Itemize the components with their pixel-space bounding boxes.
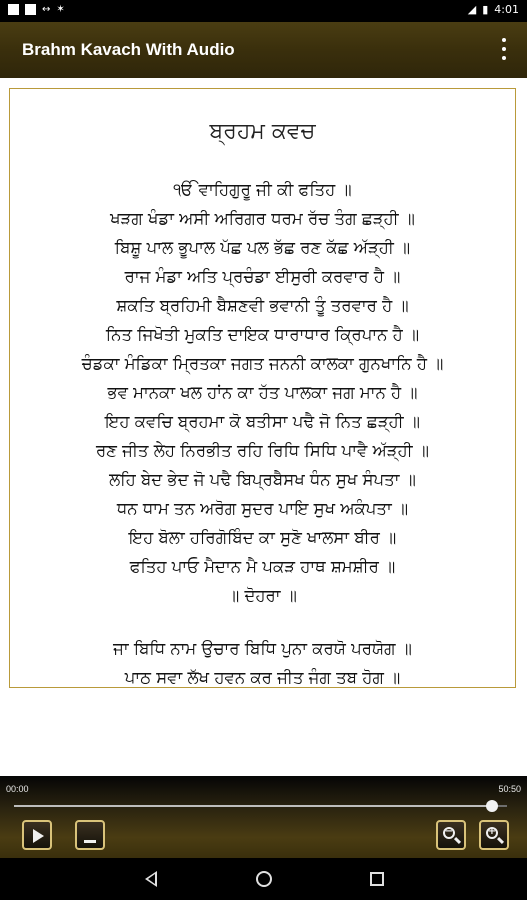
verse-line: ਧਨ ਧਾਮ ਤਨ ਅਰੋਗ ਸੁਦਰ ਪਾਇ ਸੁਖ ਅਕੰਪਤਾ ॥ [116,499,409,518]
stop-button[interactable] [75,820,105,850]
status-bar [0,0,527,22]
navigation-bar [0,858,527,900]
notification-icon [8,4,19,15]
verse-line: ਲਹਿ ਬੇਦ ਭੇਦ ਜੋ ਪਢੈ ਬਿਪ੍ਰਬੈਸਖ ਧੰਨ ਸੁਖ ਸੰਪਤਾ ॥ [109,470,416,489]
stop-icon [84,840,96,843]
zoom-out-button[interactable]: − [436,820,466,850]
home-icon[interactable] [256,871,272,887]
system-icons [468,3,519,16]
verse-line: ੴ ਵਾਹਿਗੁਰੂ ਜੀ ਕੀ ਫਤਿਹ ॥ [173,180,352,199]
zoom-in-button[interactable]: + [479,820,509,850]
signal-icon: ◢ [467,3,477,16]
usb-icon: ↔ [42,4,51,15]
seek-bar-fill [14,805,492,807]
current-time: 00:00 [6,784,29,794]
app-bar [0,22,527,78]
seek-thumb[interactable] [486,800,498,812]
battery-icon: ▮ [482,3,489,16]
verse-line: ਪਾਠ ਸਵਾ ਲੱਖ ਹਵਨ ਕਰ ਜੀਤ ਜੰਗ ਤਬ ਹੋਗ ॥ [124,668,401,687]
stanza-gap [10,610,515,634]
app-title: Brahm Kavach With Audio [22,40,235,59]
verse-line: ਇਹ ਬੋਲਾ ਹਰਿਗੋਬਿੰਦ ਕਾ ਸੁਣੋ ਖਾਲਸਾ ਬੀਰ ॥ [128,528,397,547]
verse-line: ਫਤਿਹ ਪਾਓ ਮੈਦਾਨ ਮੈ ਪਕੜ ਹਾਥ ਸ਼ਮਸ਼ੀਰ ॥ [129,557,396,576]
notification-icon [25,4,36,15]
verse-line: ਬਿਸ਼ੂ ਪਾਲ ਭੂਪਾਲ ਪੱਛ ਪਲ ਭੱਛ ਰਣ ਕੱਛ ਅੱੜ੍ਹੀ ॥ [114,238,411,257]
verse-line: ਸ਼ਕਤਿ ਬ੍ਰਹਿਮੀ ਬੈਸ਼ਣਵੀ ਭਵਾਨੀ ਤੂੰ ਤਰਵਾਰ ਹੈ ॥ [116,296,409,315]
clock: 4:01 [494,3,519,16]
notification-icons [8,4,65,15]
play-button[interactable] [22,820,52,850]
recent-apps-icon[interactable] [370,872,384,886]
verse-line: ਖੜਗ ਖੰਡਾ ਅਸੀ ਅਰਿਗਰ ਧਰਮ ਰੱਚ ਤੰਗ ਛੜ੍ਹੀ ॥ [110,209,415,228]
android-icon: ✶ [56,4,65,15]
seek-bar[interactable] [14,805,507,807]
verse-line: ਜਾ ਬਿਧਿ ਨਾਮ ਉਚਾਰ ਬਿਧਿ ਪੁਨਾ ਕਰਯੋ ਪਰਯੋਗ ॥ [113,639,412,658]
verse-line: ਰਾਜ ਮੰਡਾ ਅਤਿ ਪ੍ਰਚੰਡਾ ਈਸੁਰੀ ਕਰਵਾਰ ਹੈ ॥ [124,267,401,286]
verse-line: ਨਿਤ ਜਿਖੋਤੀ ਮੁਕਤਿ ਦਾਇਕ ਧਾਰਾਧਾਰ ਕ੍ਰਿਪਾਨ ਹੈ ॥ [105,325,420,344]
verse-line: ਰਣ ਜੀਤ ਲੇਹ ਨਿਰਭੀਤ ਰਹਿ ਰਿਧਿ ਸਿਧਿ ਪਾਵੈ ਅੱੜ੍ਹੀ ॥ [95,441,430,460]
verse-line: ਚੰਡਕਾ ਮੰਡਿਕਾ ਮ੍ਰਿਤਕਾ ਜਗਤ ਜਨਨੀ ਕਾਲਕਾ ਗੁਨਖਾਨਿ ਹੈ ॥ [81,354,444,373]
verse-line: ਭਵ ਮਾਨਕਾ ਖਲ ਹਾਂਨ ਕਾ ਹੱਤ ਪਾਲਕਾ ਜਗ ਮਾਨ ਹੈ ॥ [107,383,418,402]
total-time: 50:50 [498,784,521,794]
poem-title: ਬ੍ਰਹਮ ਕਵਚ [209,119,316,144]
dohra-heading: ॥ ਦੋਹਰਾ ॥ [228,586,297,605]
play-icon [33,829,44,843]
verse-list [10,175,515,692]
audio-player [0,776,527,858]
more-vert-icon[interactable] [501,38,507,60]
prayer-text-panel[interactable] [9,88,516,688]
verse-line: ਇਹ ਕਵਚਿ ਬ੍ਰਹਮਾ ਕੋ ਬਤੀਸਾ ਪਢੈ ਜੋ ਨਿਤ ਛੜ੍ਹੀ ॥ [105,412,420,431]
